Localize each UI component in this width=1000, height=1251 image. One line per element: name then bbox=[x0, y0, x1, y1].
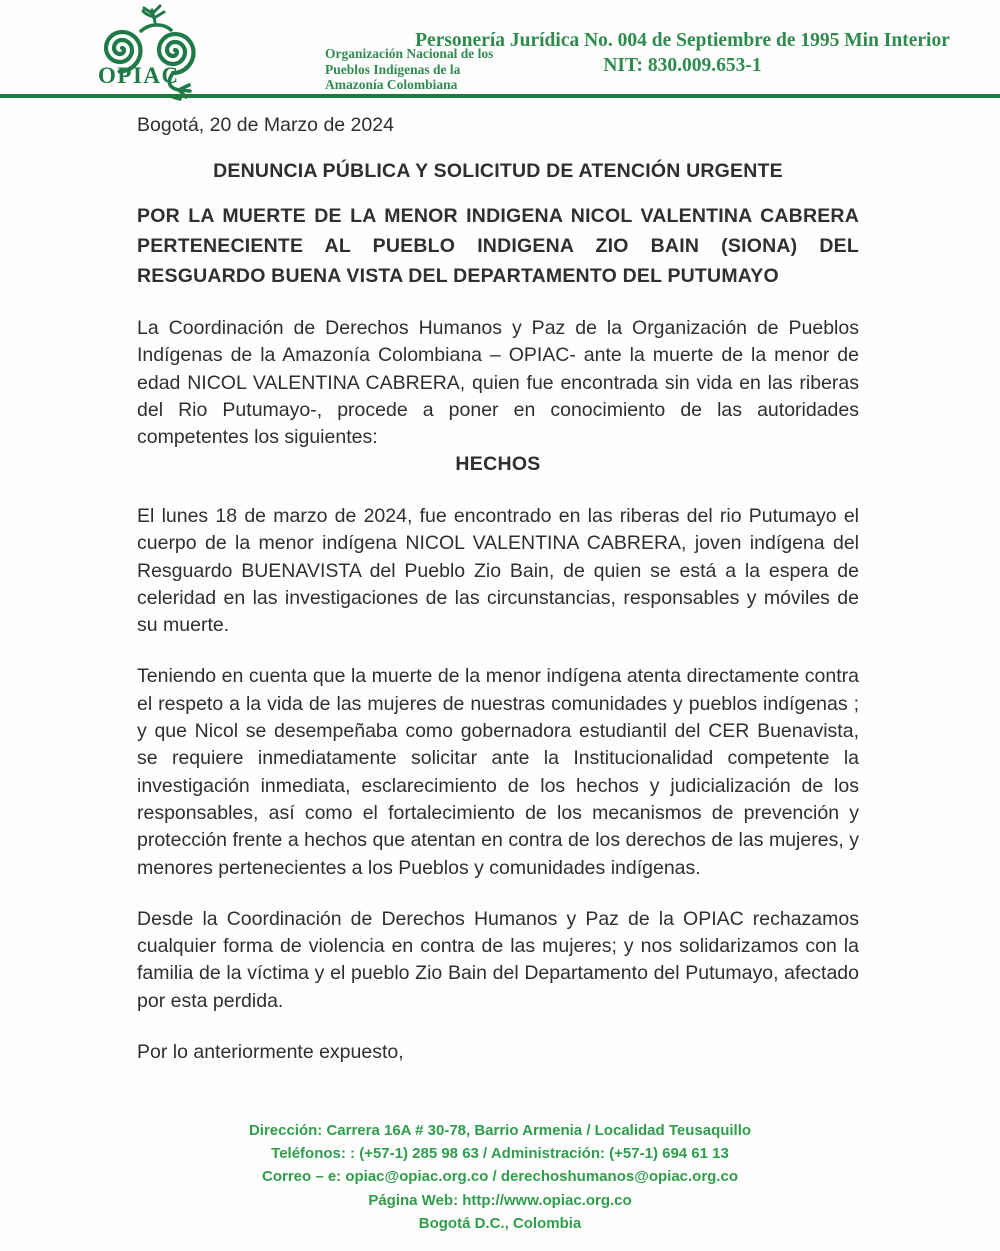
document-subtitle: POR LA MUERTE DE LA MENOR INDIGENA NICOL VALENTINA CABRERA PERTENECIENTE AL PUEBLO INDIGENA ZIO BAIN (SIONA) DEL RESGUARDO BUENA VISTA DEL DEPARTAMENTO DEL PUTUMAYO bbox=[137, 205, 859, 287]
legal-registration-block bbox=[375, 30, 990, 77]
opiac-logo-acronym: OPIAC bbox=[98, 63, 180, 88]
nit-line: NIT: 830.009.653-1 bbox=[603, 55, 762, 76]
footer-address-line: Dirección: Carrera 16A # 30-78, Barrio Armenia / Localidad Teusaquillo bbox=[248, 1122, 752, 1139]
paragraph-facts-2: Teniendo en cuenta que la muerte de la menor indígena atenta directamente contra el respeto a la vida de las mujeres de nuestras comunidades y pueblos indígenas ; y que Nicol se desempeñaba como gobernadora estudiantil del CER Buenavista, se requiere inmediatamente solicitar ante la Institucionalidad competente la investigación inmediata, esclarecimiento de los hechos y judicialización de los responsables, así como el fortalecimiento de los mecanismos de prevención y protección frente a hechos que atentan en contra de los derechos de las mujeres, y menores pertenecientes a los Pueblos y comunidades indígenas. bbox=[137, 665, 859, 879]
letterhead bbox=[0, 0, 1000, 94]
org-name-line: Organización Nacional de los bbox=[325, 46, 494, 61]
section-heading-hechos: HECHOS bbox=[455, 453, 541, 476]
closing-line: Por lo anteriormente expuesto, bbox=[137, 1041, 404, 1064]
footer-city-line: Bogotá D.C., Colombia bbox=[418, 1214, 582, 1232]
date-line: Bogotá, 20 de Marzo de 2024 bbox=[137, 114, 394, 136]
org-name-line: Pueblos Indígenas de la bbox=[325, 61, 461, 77]
document-title: DENUNCIA PÚBLICA Y SOLICITUD DE ATENCIÓN URGENTE bbox=[213, 160, 783, 182]
paragraph-solidarity: Desde la Coordinación de Derechos Humanos y Paz de la OPIAC rechazamos cualquier forma de violencia en contra de las mujeres; y nos solidarizamos con la familia de la víctima y el pueblo Zio Bain del Departamento del Putumayo, afectado por esta perdida. bbox=[137, 907, 859, 1012]
footer-website-line: Página Web: http://www.opiac.org.co bbox=[368, 1191, 632, 1209]
letter-footer bbox=[0, 1119, 1000, 1235]
footer-email-line: Correo – e: opiac@opiac.org.co / derechoshumanos@opiac.org.co bbox=[261, 1168, 738, 1186]
letter-body bbox=[137, 98, 859, 1064]
paragraph-facts-1: El lunes 18 de marzo de 2024, fue encontrado en las riberas del rio Putumayo el cuerpo de la menor indígena NICOL VALENTINA CABRERA, joven indígena del Resguardo BUENAVISTA del Pueblo Zio Bain, de quien se está a la espera de celeridad en las investigaciones de las circunstancias, responsables y móviles de su muerte. bbox=[137, 504, 859, 637]
footer-phones-line: Teléfonos: : (+57-1) 285 98 63 / Administración: (+57-1) 694 61 13 bbox=[271, 1145, 729, 1163]
personeria-juridica-line: Personería Jurídica No. 004 de Septiembre de 1995 Min Interior bbox=[415, 30, 950, 51]
opiac-spiral-logo-icon bbox=[95, 4, 325, 104]
paragraph-intro: La Coordinación de Derechos Humanos y Paz de la Organización de Pueblos Indígenas de la Amazonía Colombiana – OPIAC- ante la muerte de la menor de edad NICOL VALENTINA CABRERA, quien fue encontrada sin vida en las riberas del Rio Putumayo-, procede a poner en conocimiento de las autoridades competentes los siguientes: bbox=[137, 317, 859, 449]
org-name-line: Amazonía Colombiana bbox=[325, 77, 458, 92]
logo-sprout-decoration bbox=[143, 6, 164, 22]
